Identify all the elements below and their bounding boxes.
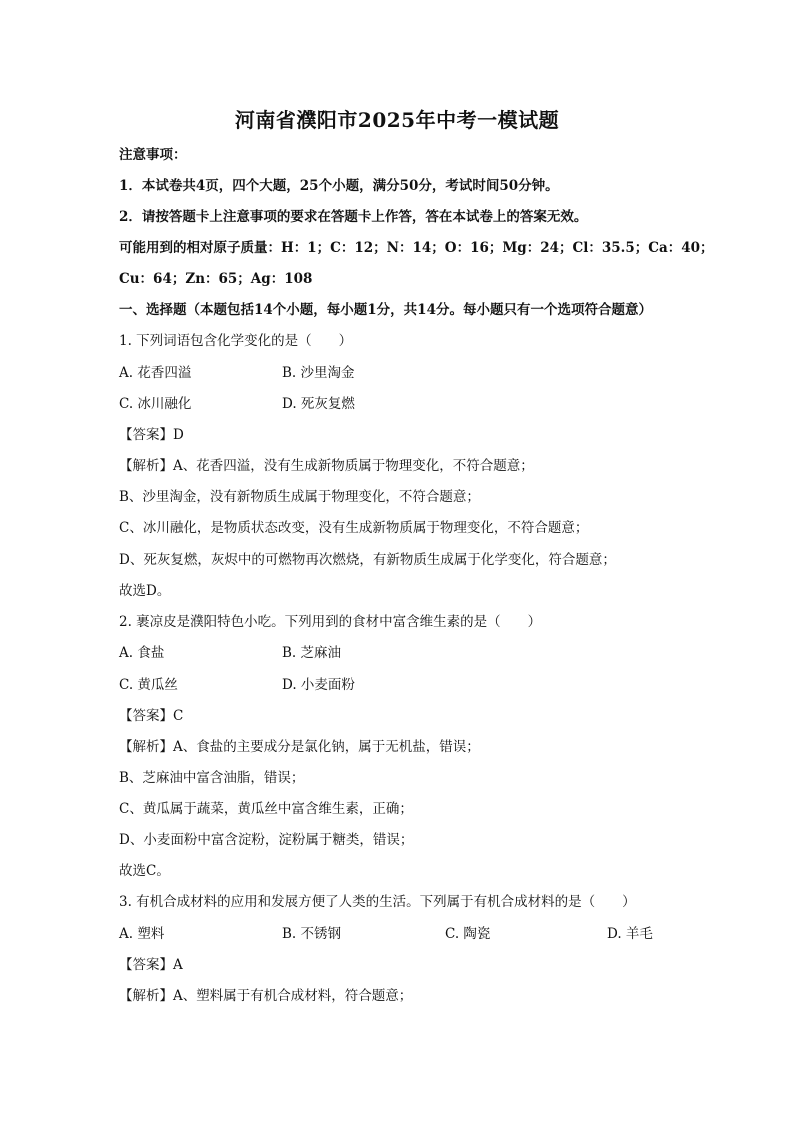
question-1-option-a: A. 花香四溢 — [119, 365, 192, 381]
question-3-option-b: B. 不锈钢 — [282, 926, 342, 942]
question-2-answer: 【答案】C — [119, 708, 184, 724]
question-1-options-row-2 — [119, 394, 679, 414]
atomic-masses-line-2: Cu：64；Zn：65；Ag：108 — [119, 271, 313, 287]
question-1-option-b: B. 沙里淘金 — [282, 365, 355, 381]
question-3-option-c: C. 陶瓷 — [445, 926, 491, 942]
notes-heading: 注意事项： — [119, 147, 187, 163]
question-3-options-row — [119, 924, 679, 944]
question-2-analysis-1: 【解析】A、食盐的主要成分是氯化钠，属于无机盐，错误； — [119, 739, 480, 755]
question-1-option-d: D. 死灰复燃 — [282, 396, 355, 412]
question-3-answer: 【答案】A — [119, 957, 183, 973]
question-1-analysis-4: D、死灰复燃，灰烬中的可燃物再次燃烧，有新物质生成属于化学变化，符合题意； — [119, 552, 616, 568]
note-1: 1．本试卷共4页，四个大题，25个小题，满分50分，考试时间50分钟。 — [119, 178, 559, 194]
question-3-option-a: A. 塑料 — [119, 926, 165, 942]
atomic-masses-line-1: 可能用到的相对原子质量：H：1；C：12；N：14；O：16；Mg：24；Cl：35.5；Ca：40； — [119, 240, 714, 256]
question-1-analysis-3: C、冰川融化，是物质状态改变，没有生成新物质属于物理变化，不符合题意； — [119, 520, 589, 536]
question-1-conclusion: 故选D。 — [119, 583, 171, 599]
question-1-option-c: C. 冰川融化 — [119, 396, 192, 412]
page-title: 河南省濮阳市2025年中考一模试题 — [234, 108, 560, 132]
question-2-options-row-2 — [119, 675, 679, 695]
question-3-analysis-1: 【解析】A、塑料属于有机合成材料，符合题意； — [119, 988, 413, 1004]
question-3-stem: 3. 有机合成材料的应用和发展方便了人类的生活。下列属于有机合成材料的是（ ） — [119, 894, 636, 910]
question-1-options-row-1 — [119, 363, 679, 383]
note-2: 2．请按答题卡上注意事项的要求在答题卡上作答，答在本试卷上的答案无效。 — [119, 209, 588, 225]
question-3-option-d: D. 羊毛 — [607, 926, 653, 942]
question-2-option-d: D. 小麦面粉 — [282, 677, 355, 693]
question-2-analysis-2: B、芝麻油中富含油脂，错误； — [119, 770, 305, 786]
question-1-analysis-1: 【解析】A、花香四溢，没有生成新物质属于物理变化，不符合题意； — [119, 458, 534, 474]
section-heading: 一、选择题（本题包括14个小题，每小题1分，共14分。每小题只有一个选项符合题意） — [119, 302, 652, 318]
question-1-analysis-2: B、沙里淘金，没有新物质生成属于物理变化，不符合题意； — [119, 489, 480, 505]
question-1-answer: 【答案】D — [119, 427, 184, 443]
question-2-analysis-4: D、小麦面粉中富含淀粉，淀粉属于糖类，错误； — [119, 832, 414, 848]
question-2-option-c: C. 黄瓜丝 — [119, 677, 178, 693]
question-2-analysis-3: C、黄瓜属于蔬菜，黄瓜丝中富含维生素，正确； — [119, 801, 413, 817]
question-2-conclusion: 故选C。 — [119, 863, 170, 879]
question-1-stem: 1. 下列词语包含化学变化的是（ ） — [119, 333, 353, 349]
question-2-options-row-1 — [119, 643, 679, 663]
question-2-option-a: A. 食盐 — [119, 645, 165, 661]
question-2-option-b: B. 芝麻油 — [282, 645, 342, 661]
question-2-stem: 2. 裹凉皮是濮阳特色小吃。下列用到的食材中富含维生素的是（ ） — [119, 614, 542, 630]
